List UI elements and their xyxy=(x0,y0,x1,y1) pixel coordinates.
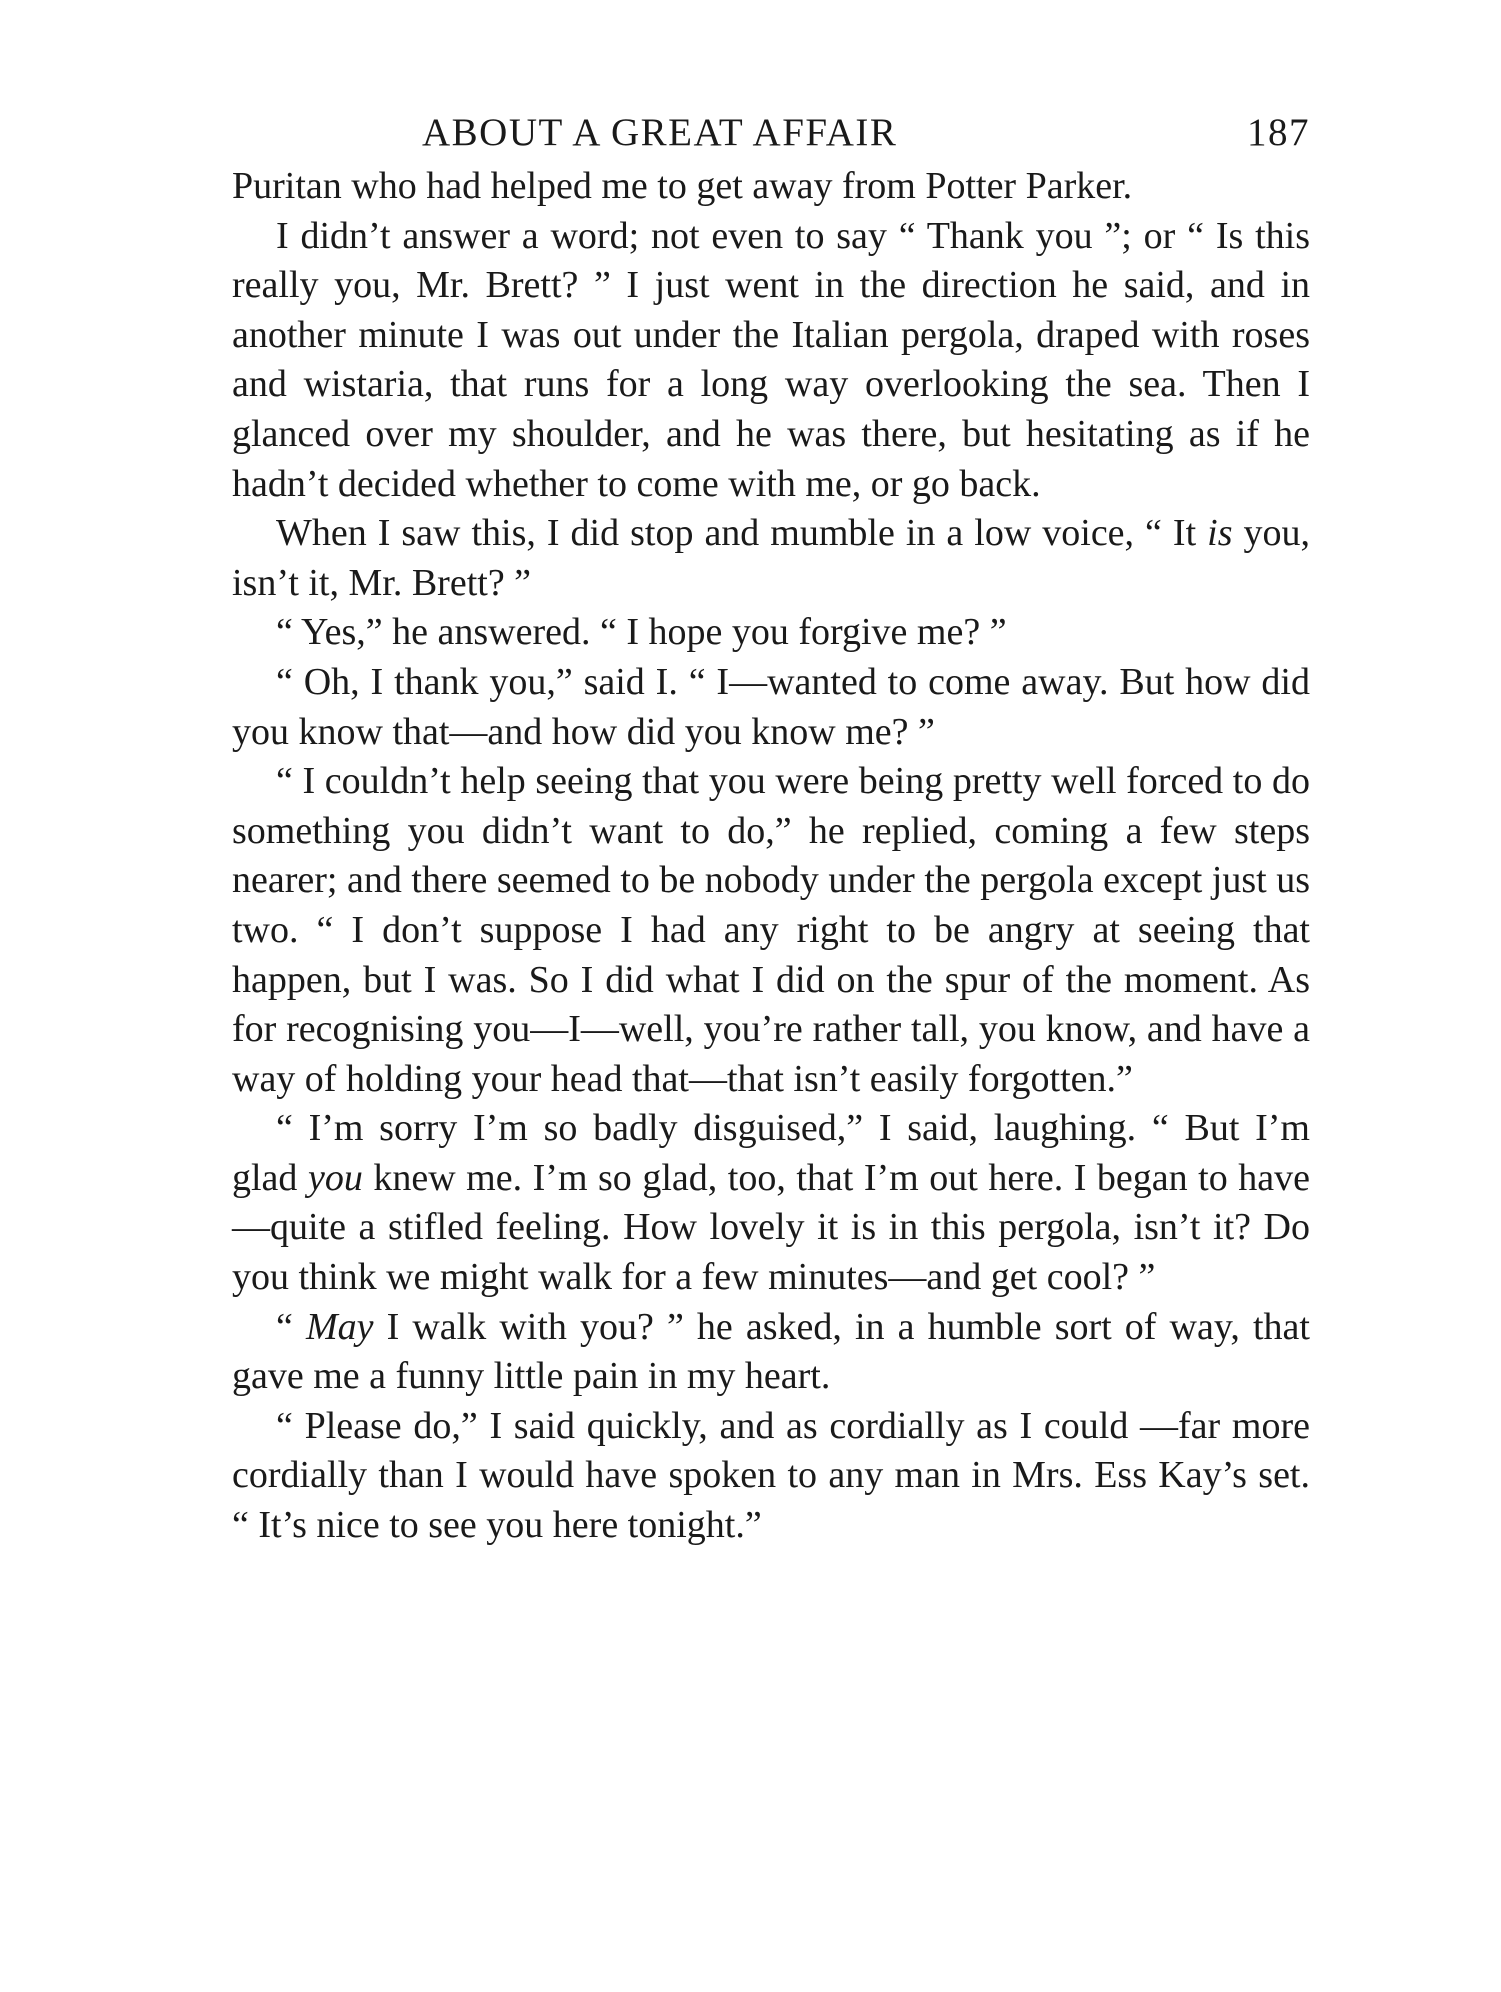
text-run: When I saw this, I did stop and mumble in a low voice, “ It xyxy=(276,512,1208,555)
running-title: ABOUT A GREAT AFFAIR xyxy=(422,111,898,154)
italic-text: you xyxy=(307,1156,363,1199)
text-run: you, isn’t it, Mr. Brett? ” xyxy=(232,512,1310,604)
book-page xyxy=(232,108,1310,1551)
page-header xyxy=(232,108,1310,162)
italic-text: is xyxy=(1207,512,1233,555)
text-run: “ xyxy=(276,1305,306,1348)
text-run: Puritan who had helped me to get away from Potter Parker. xyxy=(232,165,1133,207)
paragraph xyxy=(232,1402,1310,1551)
text-run: “ Please do,” I said quickly, and as cordially as I could —far more cordially than I would have spoken to any man in Mrs. Ess Kay’s set. “ It’s nice to see you here tonight.” xyxy=(232,1404,1310,1547)
paragraph xyxy=(232,757,1310,1104)
paragraph xyxy=(232,1303,1310,1402)
text-run: I walk with you? ” he asked, in a humble sort of way, that gave me a funny little pain in my heart. xyxy=(232,1305,1310,1398)
paragraph xyxy=(232,658,1310,757)
text-run: I didn’t answer a word; not even to say “ Thank you ”; or “ Is this really you, Mr. Brett? ” I just went in the direction he said, and in another minute I was out under the Italian pergola, draped with roses and wistaria, that runs for a long way overlooking the sea. Then I glanced over my shoulder, and he was there, but hesitating as if he hadn’t decided whether to come with me, or go back. xyxy=(232,214,1310,505)
page-number: 187 xyxy=(1247,111,1310,154)
paragraph xyxy=(232,608,1310,658)
text-run: knew me. I’m so glad, too, that I’m out here. I began to have—quite a stifled feeling. How lovely it is in this pergola, isn’t it? Do you think we might walk for a few minutes—and get cool? ” xyxy=(232,1156,1310,1299)
paragraph xyxy=(232,162,1310,212)
text-run: “ Yes,” he answered. “ I hope you forgive me? ” xyxy=(276,611,1007,654)
body-text xyxy=(232,162,1310,1551)
paragraph xyxy=(232,1104,1310,1302)
italic-text: May xyxy=(305,1305,374,1348)
text-run: “ Oh, I thank you,” said I. “ I—wanted to come away. But how did you know that—and how did you know me? ” xyxy=(232,660,1310,753)
text-run: “ I couldn’t help seeing that you were being pretty well forced to do something you didn’t want to do,” he replied, coming a few steps nearer; and there seemed to be nobody under the pergola except just us two. “ I don’t suppose I had any right to be angry at seeing that happen, but I was. So I did what I did on the spur of the moment. As for recognising you—I—well, you’re rather tall, you know, and have a way of holding your head that—that isn’t easily forgotten.” xyxy=(232,760,1310,1100)
paragraph xyxy=(232,212,1310,510)
paragraph xyxy=(232,509,1310,608)
text-run: “ I’m sorry I’m so badly disguised,” I said, laughing. “ But I’m glad xyxy=(232,1107,1310,1199)
